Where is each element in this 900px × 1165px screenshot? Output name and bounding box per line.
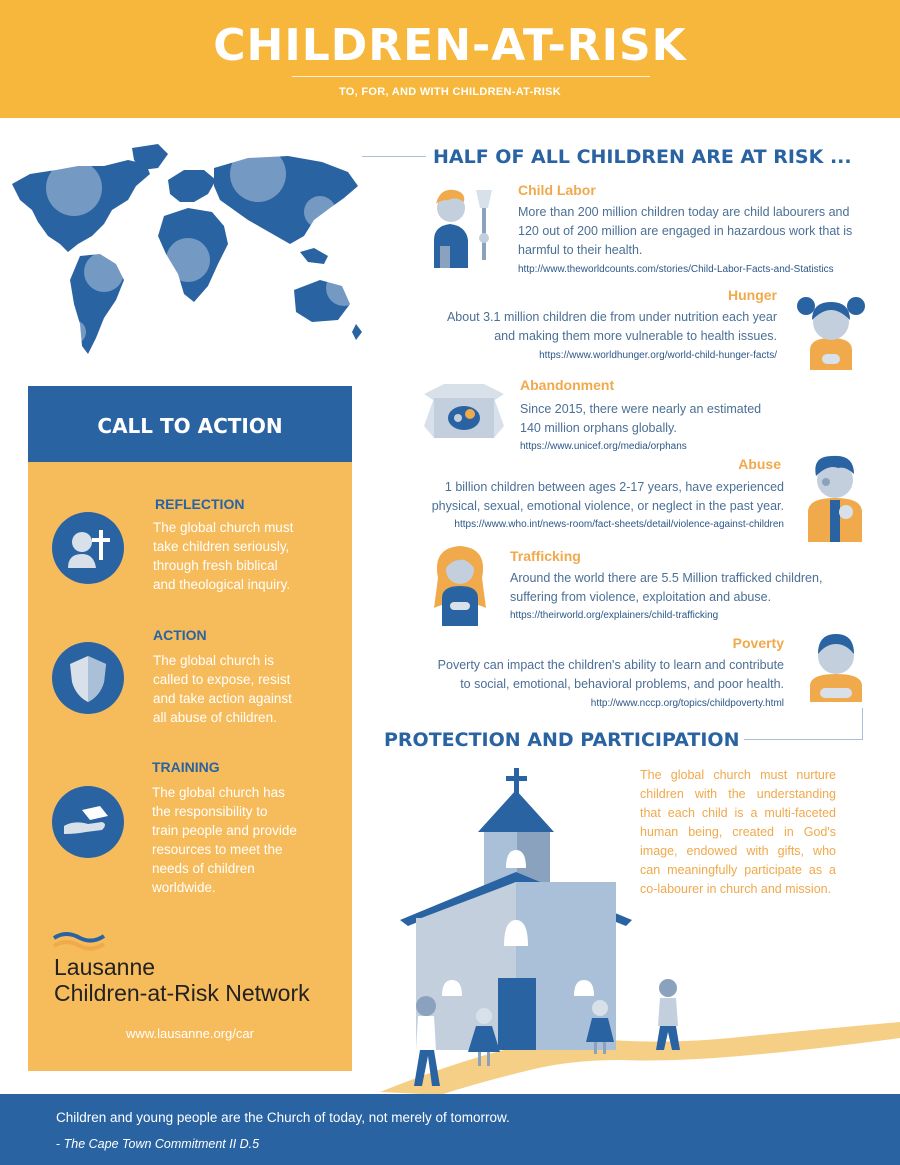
world-map-illustration xyxy=(8,140,364,362)
risk-item-source-hunger[interactable]: https://www.worldhunger.org/world-child-hunger-facts/ xyxy=(539,350,777,361)
risk-item-text-abuse: 1 billion children between ages 2-17 years, have experienced physical, sexual, emotional violence, or neglect in the past year. xyxy=(431,480,784,513)
lausanne-logo-icon xyxy=(52,930,106,952)
footer-quote-banner xyxy=(0,1094,900,1165)
protection-title-line-vertical xyxy=(862,708,863,740)
section-title-protection: PROTECTION AND PARTICIPATION xyxy=(384,729,740,751)
risk-item-text-abandonment: Since 2015, there were nearly an estimated 140 million orphans globally. xyxy=(520,402,762,435)
risk-item-source-abuse[interactable]: https://www.who.int/news-room/fact-sheets/detail/violence-against-children xyxy=(454,519,784,530)
brand-name-line1: Lausanne xyxy=(54,954,156,980)
risk-item-title-poverty: Poverty xyxy=(732,635,784,651)
page-title: CHILDREN-AT-RISK xyxy=(213,20,687,71)
risk-item-title-abandonment: Abandonment xyxy=(520,377,615,393)
brand-name-line2: Children-at-Risk Network xyxy=(54,980,310,1006)
girl-with-hair-buns-icon xyxy=(796,292,866,370)
cta-item-text-action: The global church is called to expose, resist and take action against all abuse of children. xyxy=(153,653,292,725)
section-title-half-at-risk: HALF OF ALL CHILDREN ARE AT RISK ... xyxy=(433,146,852,168)
section-title-line xyxy=(362,156,426,157)
page-subtitle: TO, FOR, AND WITH CHILDREN-AT-RISK xyxy=(338,86,562,98)
bruised-boy-icon xyxy=(802,452,868,542)
cta-item-title-training: TRAINING xyxy=(152,759,220,775)
hand-giving-book-icon xyxy=(52,786,124,858)
header-banner xyxy=(0,0,900,118)
footer-citation: - The Cape Town Commitment II D.5 xyxy=(56,1137,260,1151)
baby-in-box-icon xyxy=(424,382,504,442)
risk-item-text-poverty: Poverty can impact the children's ability to learn and contribute to social, emotional, behavioral problems, and poor health. xyxy=(437,658,784,691)
cta-item-title-action: ACTION xyxy=(153,627,207,643)
praying-child-cross-icon xyxy=(52,512,124,584)
risk-item-text-trafficking: Around the world there are 5.5 Million trafficked children, suffering from violence, exploitation and abuse. xyxy=(510,571,823,604)
risk-item-title-child-labor: Child Labor xyxy=(518,182,596,198)
header-divider xyxy=(292,76,650,77)
risk-item-title-abuse: Abuse xyxy=(738,456,781,472)
risk-item-source-trafficking[interactable]: https://theirworld.org/explainers/child-trafficking xyxy=(510,610,719,621)
network-website-link[interactable]: www.lausanne.org/car xyxy=(126,1026,254,1041)
bound-girl-icon xyxy=(430,542,490,626)
protection-description: The global church must nurture children with the understanding that each child is a multi-faceted human being, created in God's image, endowed with gifts, who can meaningfully participate as a co-labourer in church and mission. xyxy=(640,768,836,896)
footer-citation-source: The Cape Town Commitment II D.5 xyxy=(63,1137,260,1151)
church-with-children-illustration xyxy=(370,760,900,1095)
risk-item-source-child-labor[interactable]: http://www.theworldcounts.com/stories/Child-Labor-Facts-and-Statistics xyxy=(518,264,834,275)
shield-icon xyxy=(52,642,124,714)
cta-item-title-reflection: REFLECTION xyxy=(155,496,245,512)
risk-item-text-hunger: About 3.1 million children die from under nutrition each year and making them more vulnerable to health issues. xyxy=(446,310,777,343)
risk-item-text-child-labor: More than 200 million children today are child labourers and 120 out of 200 million are engaged in hazardous work that is harmful to their health. xyxy=(518,205,853,257)
cta-item-text-reflection: The global church must take children seriously, through fresh biblical and theological inquiry. xyxy=(153,520,294,592)
call-to-action-header xyxy=(28,386,352,462)
risk-item-title-trafficking: Trafficking xyxy=(510,548,581,564)
protection-title-line xyxy=(744,739,862,740)
cta-item-text-training: The global church has the responsibility to train people and provide resources to meet the needs of children worldwide. xyxy=(152,785,297,895)
risk-item-source-poverty[interactable]: http://www.nccp.org/topics/childpoverty.html xyxy=(590,698,784,709)
child-with-shovel-icon xyxy=(428,186,500,268)
sad-boy-icon xyxy=(806,630,866,706)
footer-quote: Children and young people are the Church of today, not merely of tomorrow. xyxy=(56,1110,510,1125)
risk-item-title-hunger: Hunger xyxy=(728,287,777,303)
risk-item-source-abandonment[interactable]: https://www.unicef.org/media/orphans xyxy=(520,441,687,452)
call-to-action-panel xyxy=(28,386,352,1071)
call-to-action-title: CALL TO ACTION xyxy=(97,414,283,438)
